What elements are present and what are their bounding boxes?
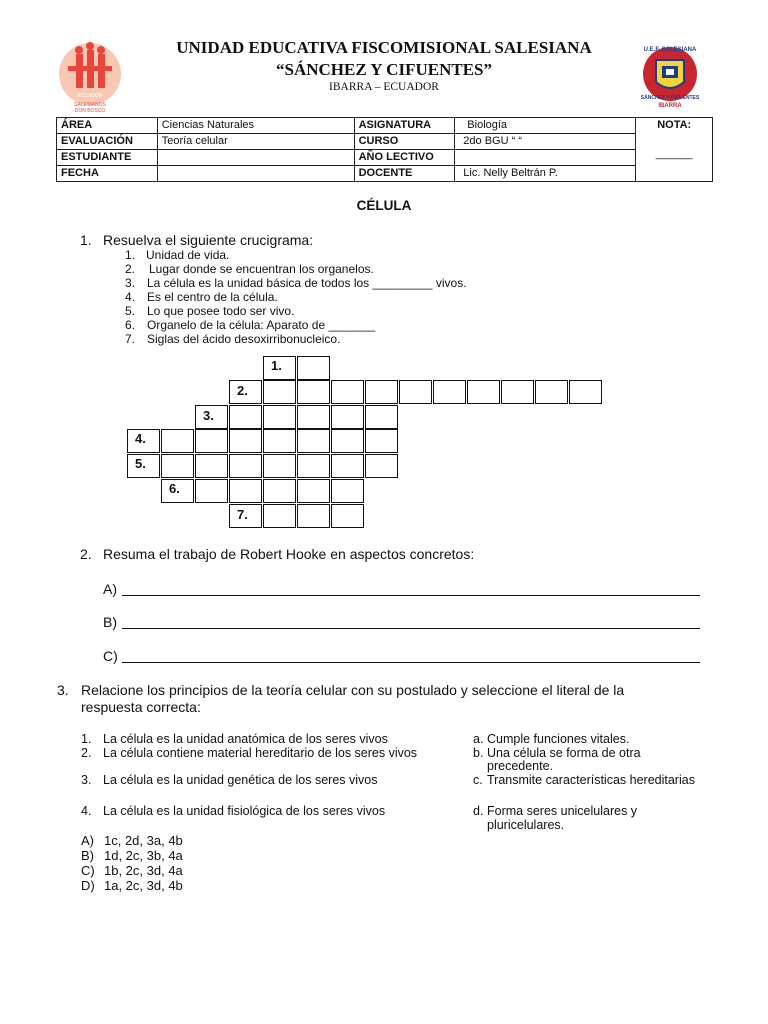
clue-number: 7.: [125, 332, 136, 346]
postulate-text: Transmite características hereditarias: [487, 773, 695, 787]
logo-left-text-1: ECUADOR: [77, 93, 103, 99]
crossword-cell[interactable]: [331, 380, 364, 404]
estudiante-label: ESTUDIANTE: [57, 150, 158, 166]
postulate-letter: d.: [473, 804, 484, 818]
answer-option-letter[interactable]: A): [81, 833, 94, 848]
answer-option-letter[interactable]: B): [81, 848, 94, 863]
principle-text: La célula es la unidad fisiológica de los seres vivos: [103, 804, 386, 818]
crossword-cell[interactable]: [161, 454, 194, 478]
logo-right-text-2: SÁNCHEZ Y CIFUENTES: [640, 95, 700, 101]
answer-label-a: A): [103, 581, 117, 597]
answer-label-b: B): [103, 614, 117, 630]
crossword-cell[interactable]: [229, 454, 262, 478]
fecha-field[interactable]: [157, 166, 354, 182]
principle-number: 2.: [81, 746, 92, 760]
answer-option-letter[interactable]: C): [81, 863, 95, 878]
crossword-cell[interactable]: [331, 479, 364, 503]
crossword-cell[interactable]: [263, 380, 296, 404]
logo-left-text-3: DON BOSCO: [74, 108, 106, 114]
clue-text: Lugar donde se encuentran los organelos.: [149, 262, 374, 276]
crossword-label-5: 5.: [135, 456, 146, 471]
postulate-text-cont: precedente.: [487, 759, 554, 773]
q3-number: 3.: [57, 682, 69, 698]
crossword-cell[interactable]: [433, 380, 466, 404]
anio-lectivo-field[interactable]: [455, 150, 636, 166]
postulate-letter: a.: [473, 732, 484, 746]
school-name: UNIDAD EDUCATIVA FISCOMISIONAL SALESIANA: [176, 38, 592, 57]
principle-number: 4.: [81, 804, 92, 818]
clue-number: 5.: [125, 304, 136, 318]
postulate-letter: c.: [473, 773, 483, 787]
crossword-cell[interactable]: [331, 454, 364, 478]
postulate-text-cont: pluricelulares.: [487, 818, 565, 832]
crossword-cell[interactable]: [365, 405, 398, 429]
answer-option-text[interactable]: 1d, 2c, 3b, 4a: [104, 848, 183, 863]
crossword-cell[interactable]: [501, 380, 534, 404]
crossword-cell[interactable]: [467, 380, 500, 404]
crossword-cell[interactable]: [535, 380, 568, 404]
answer-line-b[interactable]: [122, 628, 700, 629]
crossword-cell[interactable]: [229, 429, 262, 453]
logo-right-text-1: U.E.F. SALESIANA: [643, 47, 697, 53]
crossword-cell[interactable]: [331, 429, 364, 453]
crossword-cell[interactable]: [297, 380, 330, 404]
crossword-cell[interactable]: [297, 454, 330, 478]
crossword-label-7: 7.: [237, 507, 248, 522]
crossword-label-4: 4.: [135, 431, 146, 446]
school-subtitle: “SÁNCHEZ Y CIFUENTES”: [275, 60, 492, 79]
crossword-cell[interactable]: [195, 454, 228, 478]
crossword-cell[interactable]: [331, 405, 364, 429]
answer-option-text[interactable]: 1b, 2c, 3d, 4a: [104, 863, 183, 878]
crossword-cell[interactable]: [297, 504, 330, 528]
clue-text: Unidad de vida.: [146, 248, 230, 262]
crossword-cell[interactable]: [195, 429, 228, 453]
page-title: CÉLULA: [356, 198, 412, 213]
clue-text: Siglas del ácido desoxirribonucleico.: [147, 332, 341, 346]
crossword-cell[interactable]: [229, 479, 262, 503]
crossword-cell[interactable]: [331, 504, 364, 528]
answer-line-c[interactable]: [122, 662, 700, 663]
clue-text: Lo que posee todo ser vivo.: [147, 304, 295, 318]
principle-text: La célula es la unidad anatómica de los seres vivos: [103, 732, 388, 746]
crossword-cell[interactable]: [263, 429, 296, 453]
evaluacion-label: EVALUACIÓN: [57, 134, 158, 150]
principle-text: La célula contiene material hereditario de los seres vivos: [103, 746, 418, 760]
crossword-cell[interactable]: [263, 405, 296, 429]
crossword-cell[interactable]: [297, 405, 330, 429]
area-label: ÁREA: [57, 118, 158, 134]
clue-text: Organelo de la célula: Aparato de _______: [147, 318, 376, 332]
postulate-text: Cumple funciones vitales.: [487, 732, 630, 746]
answer-line-a[interactable]: [122, 595, 700, 596]
postulate-text: Forma seres unicelulares y: [487, 804, 638, 818]
logo-right-text-3: IBARRA: [658, 103, 682, 109]
crossword-cell[interactable]: [365, 454, 398, 478]
nota-cell[interactable]: [636, 118, 713, 182]
answer-label-c: C): [103, 648, 118, 664]
crossword-label-1: 1.: [271, 358, 282, 373]
crossword-cell[interactable]: [297, 479, 330, 503]
postulate-letter: b.: [473, 746, 484, 760]
school-crest-logo: [636, 42, 704, 110]
nota-label: NOTA:: [657, 119, 692, 131]
clue-number: 4.: [125, 290, 136, 304]
q1-number: 1.: [80, 232, 92, 248]
q3-text-line1: Relacione los principios de la teoría celular con su postulado y seleccione el literal de la: [81, 682, 625, 698]
crossword-cell[interactable]: [365, 429, 398, 453]
postulate-text: Una célula se forma de otra: [487, 746, 641, 760]
q3-text-line2: respuesta correcta:: [81, 699, 201, 715]
principle-number: 3.: [81, 773, 92, 787]
crossword-cell[interactable]: [229, 405, 262, 429]
answer-option-text[interactable]: 1c, 2d, 3a, 4b: [104, 833, 183, 848]
crossword-cell[interactable]: [399, 380, 432, 404]
curso-label: CURSO: [354, 134, 455, 150]
crossword-cell[interactable]: [297, 356, 330, 380]
crossword-cell[interactable]: [263, 479, 296, 503]
principle-number: 1.: [81, 732, 92, 746]
asignatura-value: Biología: [455, 118, 636, 134]
asignatura-label: ASIGNATURA: [354, 118, 455, 134]
crossword-cell[interactable]: [195, 479, 228, 503]
crossword-cell[interactable]: [263, 454, 296, 478]
clue-text: Es el centro de la célula.: [147, 290, 278, 304]
anio-lectivo-label: AÑO LECTIVO: [354, 150, 455, 166]
curso-value: 2do BGU “ “: [455, 134, 636, 150]
clue-number: 6.: [125, 318, 136, 332]
docente-value: Lic. Nelly Beltrán P.: [455, 166, 636, 182]
evaluacion-value: Teoría celular: [157, 134, 354, 150]
crossword-cell[interactable]: [297, 429, 330, 453]
clue-number: 2.: [125, 262, 136, 276]
clue-number: 1.: [125, 248, 136, 262]
principle-text: La célula es la unidad genética de los seres vivos: [103, 773, 378, 787]
crossword-label-6: 6.: [169, 481, 180, 496]
answer-option-letter[interactable]: D): [81, 878, 95, 893]
nota-value: ______: [655, 148, 693, 160]
student-info-table: [56, 117, 713, 182]
clue-number: 3.: [125, 276, 136, 290]
q2-text: Resuma el trabajo de Robert Hooke en aspectos concretos:: [103, 546, 475, 562]
estudiante-field[interactable]: [157, 150, 354, 166]
logo-left-text-2: SALESIANOS: [74, 102, 106, 108]
school-city: IBARRA – ECUADOR: [329, 81, 439, 93]
crossword-label-3: 3.: [203, 408, 214, 423]
q2-number: 2.: [80, 546, 92, 562]
crossword-cell[interactable]: [161, 429, 194, 453]
area-value: Ciencias Naturales: [157, 118, 354, 134]
crossword-label-2: 2.: [237, 383, 248, 398]
q1-text: Resuelva el siguiente crucigrama:: [103, 232, 314, 248]
crossword-cell[interactable]: [365, 380, 398, 404]
docente-label: DOCENTE: [354, 166, 455, 182]
clue-text: La célula es la unidad básica de todos los _________ vivos.: [147, 276, 467, 290]
fecha-label: FECHA: [57, 166, 158, 182]
answer-option-text[interactable]: 1a, 2c, 3d, 4b: [104, 878, 183, 893]
crossword-cell[interactable]: [569, 380, 602, 404]
crossword-cell[interactable]: [263, 504, 296, 528]
